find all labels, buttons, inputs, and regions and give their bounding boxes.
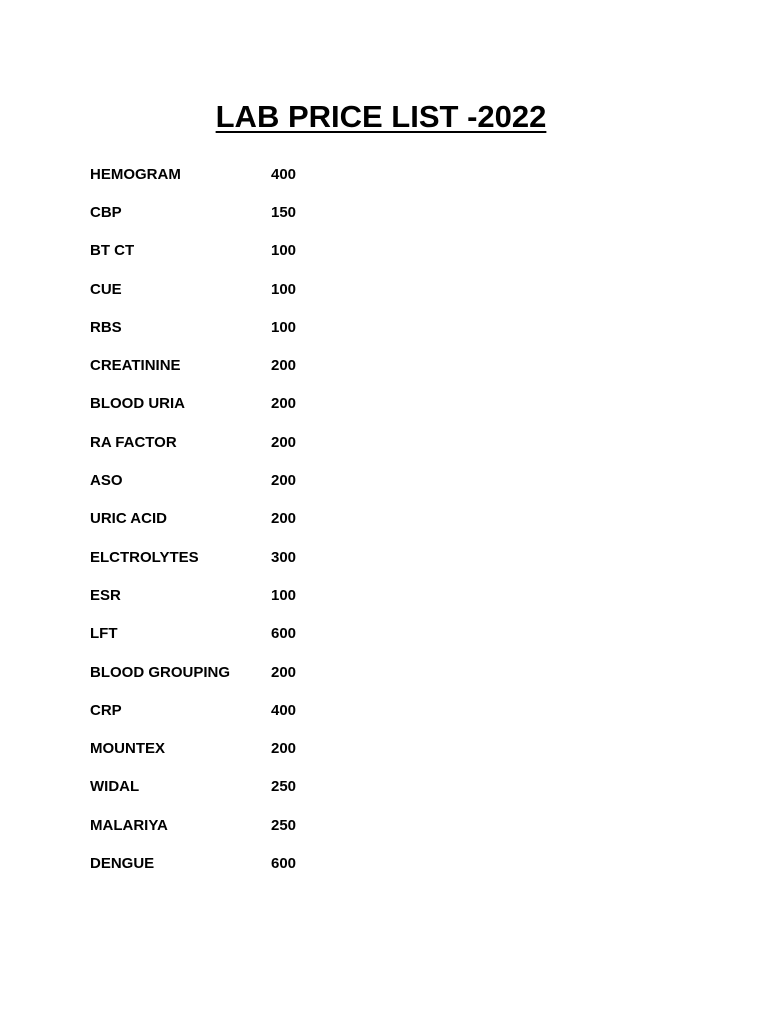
price-list-row: [90, 423, 331, 461]
test-price: 200: [271, 472, 297, 490]
test-price: 250: [271, 778, 297, 796]
test-price: 200: [271, 663, 297, 681]
price-list-row: [90, 500, 331, 538]
test-price: 600: [271, 854, 297, 872]
test-price: 100: [271, 586, 297, 604]
test-price: 600: [271, 625, 297, 643]
test-name: RBS: [90, 318, 122, 336]
price-list-row: [90, 844, 331, 882]
page-title: [0, 98, 762, 136]
price-list-row: [90, 270, 331, 308]
price-list-row: [90, 576, 331, 614]
test-price: 100: [271, 280, 297, 298]
price-list-row: [90, 232, 331, 270]
price-list-row: [90, 308, 331, 346]
test-name: DENGUE: [90, 854, 155, 872]
price-list-row: [90, 155, 331, 193]
test-name: BLOOD URIA: [90, 395, 185, 413]
test-price: 300: [271, 548, 297, 566]
price-list-row: [90, 653, 331, 691]
test-price: 100: [271, 242, 297, 260]
price-list-row: [90, 615, 331, 653]
test-price: 150: [271, 203, 297, 221]
test-price: 400: [271, 701, 297, 719]
test-name: ESR: [90, 586, 121, 604]
price-list-row: [90, 385, 331, 423]
test-name: HEMOGRAM: [90, 165, 181, 183]
test-name: URIC ACID: [90, 510, 167, 528]
test-name: RA FACTOR: [90, 433, 177, 451]
price-list-row: [90, 691, 331, 729]
test-price: 400: [271, 165, 297, 183]
price-list-row: [90, 768, 331, 806]
test-price: 100: [271, 318, 297, 336]
test-price: 200: [271, 740, 297, 758]
test-price: 200: [271, 395, 297, 413]
test-price: 200: [271, 433, 297, 451]
test-price: 200: [271, 510, 297, 528]
test-name: CUE: [90, 280, 122, 298]
test-name: WIDAL: [90, 778, 140, 796]
test-name: BLOOD GROUPING: [90, 663, 231, 681]
test-name: ELCTROLYTES: [90, 548, 199, 566]
price-list-row: [90, 729, 331, 767]
price-list: [90, 155, 331, 883]
test-price: 250: [271, 816, 297, 834]
test-name: ASO: [90, 472, 123, 490]
test-name: MOUNTEX: [90, 740, 165, 758]
price-list-row: [90, 193, 331, 231]
test-price: 200: [271, 357, 297, 375]
test-name: LFT: [90, 625, 118, 643]
price-list-row: [90, 346, 331, 384]
test-name: CBP: [90, 203, 122, 221]
test-name: BT CT: [90, 242, 135, 260]
test-name: CREATININE: [90, 357, 181, 375]
price-list-row: [90, 461, 331, 499]
page-title-text: LAB PRICE LIST -2022: [215, 99, 547, 134]
test-name: CRP: [90, 701, 122, 719]
test-name: MALARIYA: [90, 816, 168, 834]
price-list-row: [90, 538, 331, 576]
price-list-row: [90, 806, 331, 844]
